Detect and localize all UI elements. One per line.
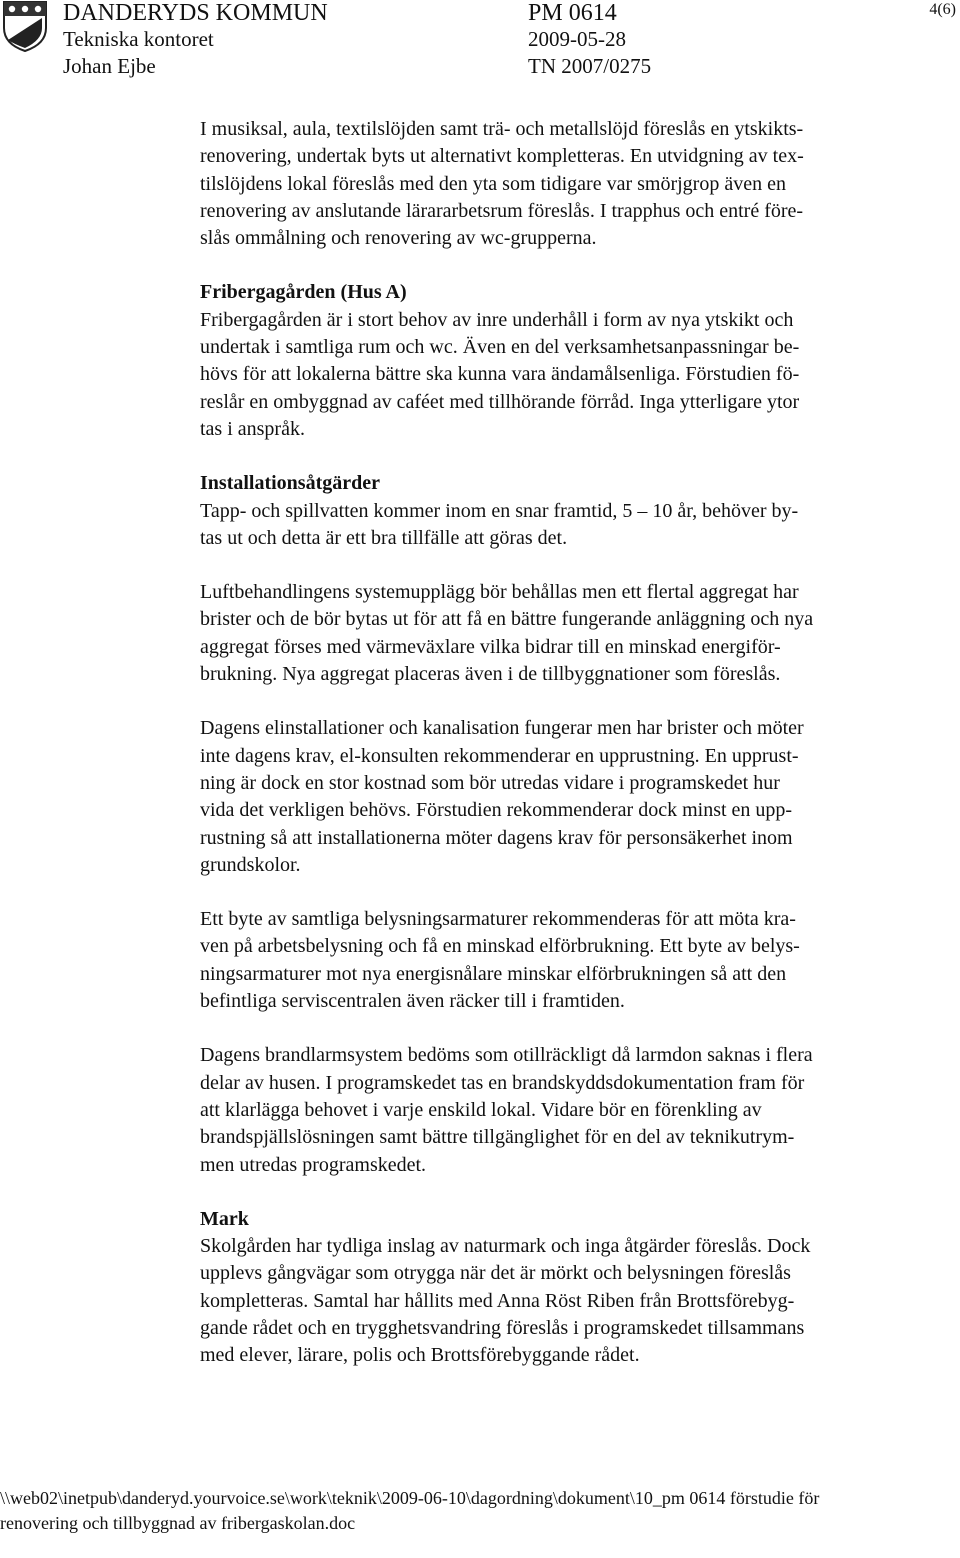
document-reference: TN 2007/0275: [528, 54, 652, 78]
paragraph-renovation: I musiksal, aula, textilslöjden samt trä- och metallslöjd föreslås en ytskikts- renovering, undertak byts ut alternativt kompletteras. En utvidgning av tex- tilslöjdens lokal föreslås med den yta som tidigare var smörjgrop även en renovering av anslutande lärararbetsrum föreslås. I trapphus och entré före- slås ommålning och renovering av wc-grupperna.: [200, 118, 804, 250]
paragraph-fire-alarm: Dagens brandlarmsystem bedöms som otillräckligt då larmdon saknas i flera delar av husen. I programskedet tas en brandskyddsdokumentation fram för att klarlägga behovet i varje enskild lokal. Vidare bör en förenkling av brandspjällslösningen samt bättre tillgänglighet för en del av teknikutrym- men utredas programskedet.: [200, 1044, 813, 1176]
paragraph-ventilation: Luftbehandlingens systemupplägg bör behållas men ett flertal aggregat har brister och de bör bytas ut för att få en bättre fungerande anläggning och nya aggregat förses med värmeväxlare vilka bidrar till en minskad energiför- brukning. Nya aggregat placeras även i de tillbyggnationer som föreslås.: [200, 581, 814, 686]
heading-mark: Mark: [200, 1207, 249, 1230]
heading-installation: Installationsåtgärder: [200, 472, 380, 495]
paragraph-fribergagarden: Fribergagården är i stort behov av inre underhåll i form av nya ytskikt och undertak i samtliga rum och wc. Även en del verksamhetsanpassningar be- hövs för att lokalerna bättre ska kunna vara ändamålsenliga. Förstudien fö- reslår en ombyggnad av caféet med tillhörande förråd. Inga ytterligare ytor tas i anspråk.: [200, 308, 800, 440]
paragraph-lighting: Ett byte av samtliga belysningsarmaturer rekommenderas för att möta kra- ven på arbetsbelysning och få en minskad elförbrukning. Ett byte av belys- ningsarmaturer mot nya energisnålare minskar elförbrukningen så att den befintliga serviscentralen även räcker till i framtiden.: [200, 908, 800, 1013]
document-id: PM 0614: [528, 0, 617, 26]
paragraph-water: Tapp- och spillvatten kommer inom en snar framtid, 5 – 10 år, behöver by- tas ut och detta är ett bra tillfälle att göras det.: [200, 499, 799, 549]
organization-name: DANDERYDS KOMMUN: [63, 0, 328, 26]
document-date: 2009-05-28: [528, 27, 626, 51]
file-path-footer: \\web02\inetpub\danderyd.yourvoice.se\work\teknik\2009-06-10\dagordning\dokument\10_pm 0614 förstudie för renovering och tillbyggnad av fribergaskolan.doc: [0, 1488, 820, 1533]
author-name: Johan Ejbe: [63, 54, 156, 78]
paragraph-mark: Skolgården har tydliga inslag av naturmark och inga åtgärder föreslås. Dock upplevs gångvägar som otrygga när det är mörkt och belysningen föreslås kompletteras. Samtal har hållits med Anna Röst Riben från Brottsförebyg- gande rådet och en trygghetsvandring föreslås i programskedet tillsammans med elever, lärare, polis och Brottsförebyggande rådet.: [200, 1235, 811, 1367]
paragraph-electrical: Dagens elinstallationer och kanalisation fungerar men har brister och möter inte dagens krav, el-konsulten rekommenderar en upprustning. En upprust- ning är dock en stor kostnad som bör utredas vidare i programskedet hur vida det verkligen behövs. Förstudien rekommenderar dock minst en upp- rustning så att installationerna möter dagens krav för personsäkerhet inom grundskolor.: [200, 717, 804, 876]
header-right: [528, 0, 651, 80]
municipal-coat-of-arms-icon: [2, 0, 48, 52]
heading-fribergagarden: Fribergagården (Hus A): [200, 281, 407, 304]
page-number: 4(6): [929, 1, 956, 18]
department-name: Tekniska kontoret: [63, 27, 214, 51]
document-body: [200, 116, 935, 1397]
header-left: [63, 0, 328, 80]
